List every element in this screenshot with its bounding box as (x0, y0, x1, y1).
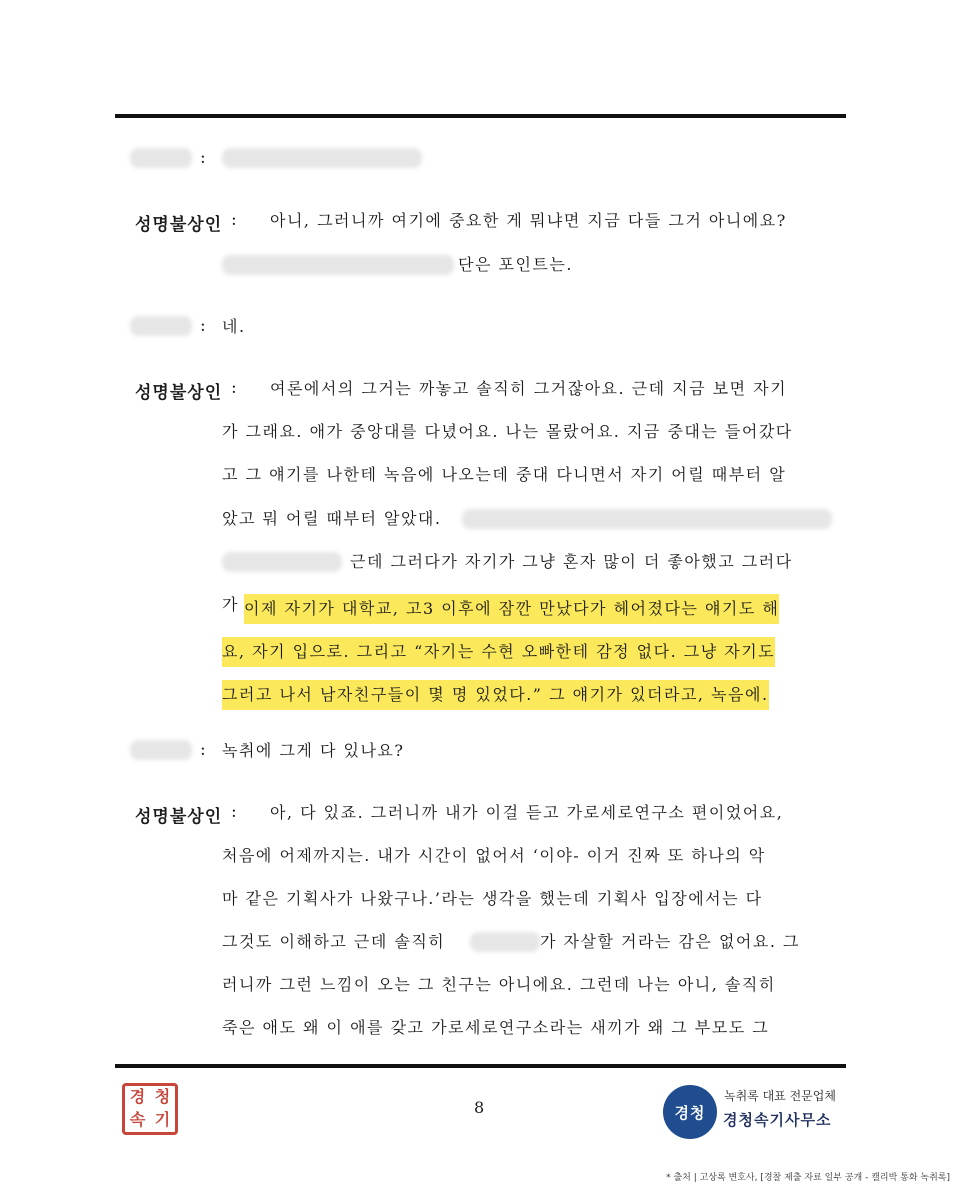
source-caption: * 출처 | 고상록 변호사, [경찰 제출 자료 일부 공개 - 캘리박 통화 녹취록] (666, 1173, 950, 1183)
transcript-line: 네. (222, 317, 246, 336)
redacted-speaker (130, 316, 192, 336)
redacted-text (462, 509, 832, 529)
transcript-line: 았고 뭐 어릴 때부터 알았대. (222, 509, 442, 528)
transcript-line: 여론에서의 그거는 까놓고 솔직히 그거잖아요. 근데 지금 보면 자기 (270, 379, 788, 398)
redacted-speaker (130, 148, 192, 168)
colon: : (231, 378, 237, 398)
speaker-label: 성명불상인 (135, 215, 223, 235)
transcript-line: 처음에 어제까지는. 내가 시간이 없어서 ‘이야- 이거 진짜 또 하나의 악 (222, 846, 766, 865)
transcript-line: 근데 그러다가 자기가 그냥 혼자 많이 더 좋아했고 그러다 (350, 552, 793, 571)
highlighted-line: 이제 자기가 대학교, 고3 이후에 잠깐 만났다가 헤어졌다는 얘기도 해 (244, 594, 779, 624)
highlighted-line: 요, 자기 입으로. 그리고 “자기는 수현 오빠한테 감정 없다. 그냥 자기도 (222, 637, 775, 667)
transcript-line: 아, 다 있죠. 그러니까 내가 이걸 듣고 가로세로연구소 편이었어요, (270, 803, 784, 822)
seal-char: 속 (129, 1110, 146, 1129)
transcript-line: 그것도 이해하고 근데 솔직히 (222, 932, 446, 951)
transcript-line: 러니까 그런 느낌이 오는 그 친구는 아니에요. 그런데 나는 아니, 솔직히 (222, 975, 776, 994)
colon: : (231, 210, 237, 230)
brand-tagline: 녹취록 대표 전문업체 (724, 1089, 836, 1103)
redacted-speaker (130, 740, 192, 760)
transcript-line: 단은 포인트는. (458, 255, 573, 274)
company-seal (122, 1083, 178, 1135)
transcript-line: 가 (222, 595, 239, 614)
highlighted-line: 그러고 나서 남자친구들이 몇 명 있었다.” 그 얘기가 있더라고, 녹음에. (222, 680, 769, 710)
redacted-text (222, 148, 422, 168)
page-number: 8 (474, 1098, 485, 1117)
speaker-label: 성명불상인 (135, 807, 223, 827)
redacted-text (222, 552, 342, 572)
logo-text: 경청 (674, 1103, 706, 1122)
transcript-line: 아니, 그러니까 여기에 중요한 게 뭐냐면 지금 다들 그거 아니에요? (270, 211, 787, 230)
speaker-label: 성명불상인 (135, 383, 223, 403)
transcript-line: 가 자살할 거라는 감은 없어요. 그 (540, 932, 800, 951)
transcript-line: 마 같은 기획사가 나왔구나.’라는 생각을 했는데 기획사 입장에서는 다 (222, 889, 763, 908)
transcript-line: 죽은 애도 왜 이 애를 갖고 가로세로연구소라는 새끼가 왜 그 부모도 그 (222, 1018, 770, 1037)
bottom-rule (115, 1064, 846, 1068)
colon: : (231, 802, 237, 822)
transcript-line: 고 그 얘기를 나한테 녹음에 나오는데 중대 다니면서 자기 어릴 때부터 알 (222, 465, 787, 484)
colon: : (200, 316, 206, 336)
company-logo (663, 1085, 717, 1139)
seal-char: 기 (154, 1110, 171, 1129)
transcript-line: 가 그래요. 애가 중앙대를 다녔어요. 나는 몰랐어요. 지금 중대는 들어갔다 (222, 422, 793, 441)
redacted-text (222, 255, 454, 275)
colon: : (200, 740, 206, 760)
seal-char: 경 (129, 1087, 146, 1106)
redacted-text (470, 932, 540, 952)
transcript-line: 녹취에 그게 다 있나요? (222, 741, 405, 760)
top-rule (115, 114, 846, 118)
seal-char: 청 (154, 1087, 171, 1106)
brand-name: 경청속기사무소 (723, 1111, 832, 1129)
colon: : (200, 148, 206, 168)
